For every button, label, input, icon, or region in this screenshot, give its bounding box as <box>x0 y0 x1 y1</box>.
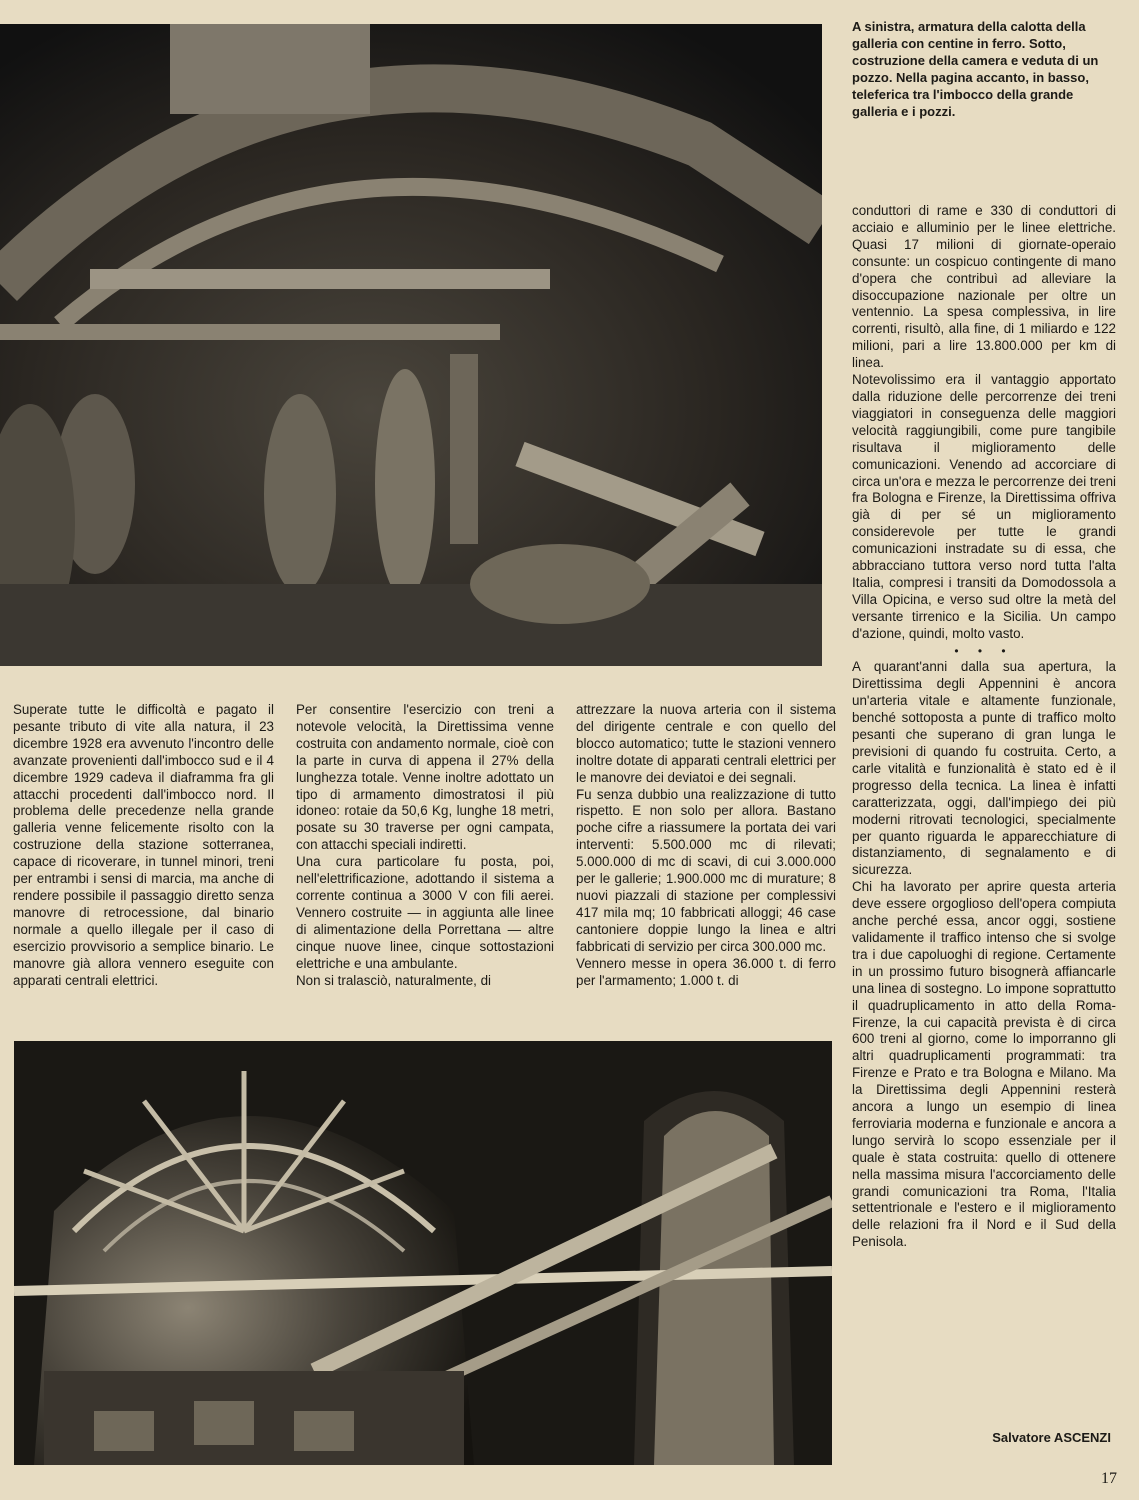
chamber-construction-photo <box>14 1041 832 1465</box>
column-1-paragraph: Superate tutte le difficoltà e pagato il pesante tributo di vite alla natura, il 23 dicembre 1928 era avvenuto l'incontro delle avanzate provenienti dall'imbocco sud e il 4 dicembre 1929 cadeva il diaframma fra gli attacchi procedenti dall'imbocco nord. Il problema delle precedenze nella grande galleria venne felicemente risolto con la costruzione della stazione sotterranea, capace di ricoverare, in tunnel minori, treni per entrambi i sensi di marcia, ma anche di rendere possibile il passaggio diretto senza manovre di retrocessione, dal binario normale a quello illegale per il caso di esercizio provvisorio a semplice binario. Le manovre già allora vennero eseguite con apparati centrali elettrici. <box>13 702 274 988</box>
article-column-3 <box>576 702 836 989</box>
article-column-1 <box>13 702 274 989</box>
column-2-paragraph-1: Per consentire l'esercizio con treni a notevole velocità, la Direttissima venne costruita con andamento normale, cioè con la parte in curva di appena il 27% della lunghezza totale. Venne inoltre adottato un tipo di armamento dimostratosi il più idoneo: rotaie da 50,6 Kg, lunghe 18 metri, posate su 30 traverse per ogni campata, con attacchi speciali indiretti. <box>296 702 554 853</box>
column-3-paragraph-3: Vennero messe in opera 36.000 t. di ferro per l'armamento; 1.000 t. di <box>576 955 836 988</box>
article-column-4 <box>852 203 1116 1251</box>
column-2-paragraph-3: Non si tralasciò, naturalmente, di <box>296 972 492 988</box>
article-author: Salvatore ASCENZI <box>992 1430 1111 1445</box>
column-3-paragraph-2: Fu senza dubbio una realizzazione di tutto rispetto. E non solo per allora. Bastano poche cifre a riassumere la portata dei vari interventi: 5.500.000 mc di rilevati; 5.000.000 di mc di scavi, di cui 3.000.000 per le gallerie; 1.900.000 mc di murature; 8 nuovi piazzali di stazione per complessivi 417 mila mq; 10 fabbricati alloggi; 46 case cantoniere doppie lungo la linea e altri fabbricati di servizio per circa 300.000 mc. <box>576 786 836 954</box>
photo-caption: A sinistra, armatura della calotta della galleria con centine in ferro. Sotto, costruzione della camera e veduta di un pozzo. Nella pagina accanto, in basso, teleferica tra l'imbocco della grande galleria e i pozzi. <box>852 19 1099 119</box>
tunnel-vault-illustration <box>0 24 822 666</box>
column-4-paragraph-3: A quarant'anni dalla sua apertura, la Direttissima degli Appennini è ancora un'arteria vitale e altamente funzionale, benché sottoposta a punte di traffico molto pesanti che superano di gran lunga le previsioni di quando fu costruita. Certo, a carle vitalità e funzionalità è stato ed è il progresso della tecnica. La linea è infatti caratterizzata, oggi, dall'impiego dei più moderni ritrovati tecnologici, specialmente per quanto riguarda le apparecchiature di distanziamento, di segnalamento e di sicurezza. <box>852 659 1116 878</box>
tunnel-vault-photo <box>0 24 822 666</box>
article-column-2 <box>296 702 554 989</box>
chamber-construction-illustration <box>14 1041 832 1465</box>
column-4-paragraph-2: Notevolissimo era il vantaggio apportato dalla riduzione delle percorrenze dei treni viaggiatori in conseguenza delle maggiori velocità raggiungibili, come pure tangibile risultava il miglioramento delle comunicazioni. Venendo ad accorciare di circa un'ora e mezza le percorrenze dei treni fra Bologna e Firenze, la Direttissima offriva già di per sé un miglioramento considerevole per tutte le grandi comunicazioni instradate su di essa, che abbracciano tuttora verso nord tutta l'alta Italia, compresi i transiti da Domodossola a Villa Opicina, e verso sud oltre la metà del versante tirrenico e la Sicilia. Un campo d'azione, quindi, molto vasto. <box>852 372 1116 641</box>
section-separator: • • • <box>954 643 1014 658</box>
column-4-paragraph-1: conduttori di rame e 330 di conduttori di acciaio e alluminio per le linee elettriche. Quasi 17 milioni di giornate-operaio consunte: un cospicuo contingente di mano d'opera che contribuì ad alleviare la disoccupazione nazionale per oltre un ventennio. La spesa complessiva, in lire correnti, risultò, alla fine, di 1 miliardo e 122 milioni, pari a lire 13.800.000 per km di linea. <box>852 203 1116 371</box>
page-number: 17 <box>1101 1470 1117 1487</box>
column-2-paragraph-2: Una cura particolare fu posta, poi, nell'elettrificazione, adottando il sistema a corrente continua a 3000 V con fili aerei. Vennero costruite — in aggiunta alle linee di alimentazione della Porrettana — altre cinque nuove linee, cinque sottostazioni elettriche e una ambulante. <box>296 854 554 971</box>
column-4-paragraph-4: Chi ha lavorato per aprire questa arteria deve essere orgoglioso dell'opera compiuta anche perché essa, ancor oggi, sostiene validamente il traffico intenso che si svolge tra i due capoluoghi di regione. Certamente in un prossimo futuro bisognerà affiancarle una linea di sostegno. Lo impone soprattutto il quadruplicamento in atto della Roma-Firenze, la cui capacità prevista è di circa 600 treni al giorno, come lo imporranno gli altri quadruplicamenti programmati: tra Firenze e Prato e tra Bologna e Milano. Ma la Direttissima degli Appennini resterà ancora a lungo un esempio di linea ferroviaria moderna e funzionale e ancora a lungo servirà lo scopo essenziale per il quale è stata costruita: quello di ottenere nella massima misura l'accorciamento delle grandi comunicazioni tra Roma, l'Italia settentrionale e l'estero e il miglioramento delle relazioni fra il Nord e il Sud della Penisola. <box>852 879 1116 1250</box>
column-3-paragraph-1: attrezzare la nuova arteria con il sistema del dirigente centrale e con quello del blocco automatico; tutte le stazioni vennero inoltre dotate di apparati centrali elettrici per le manovre dei deviatoi e dei segnali. <box>576 702 836 785</box>
